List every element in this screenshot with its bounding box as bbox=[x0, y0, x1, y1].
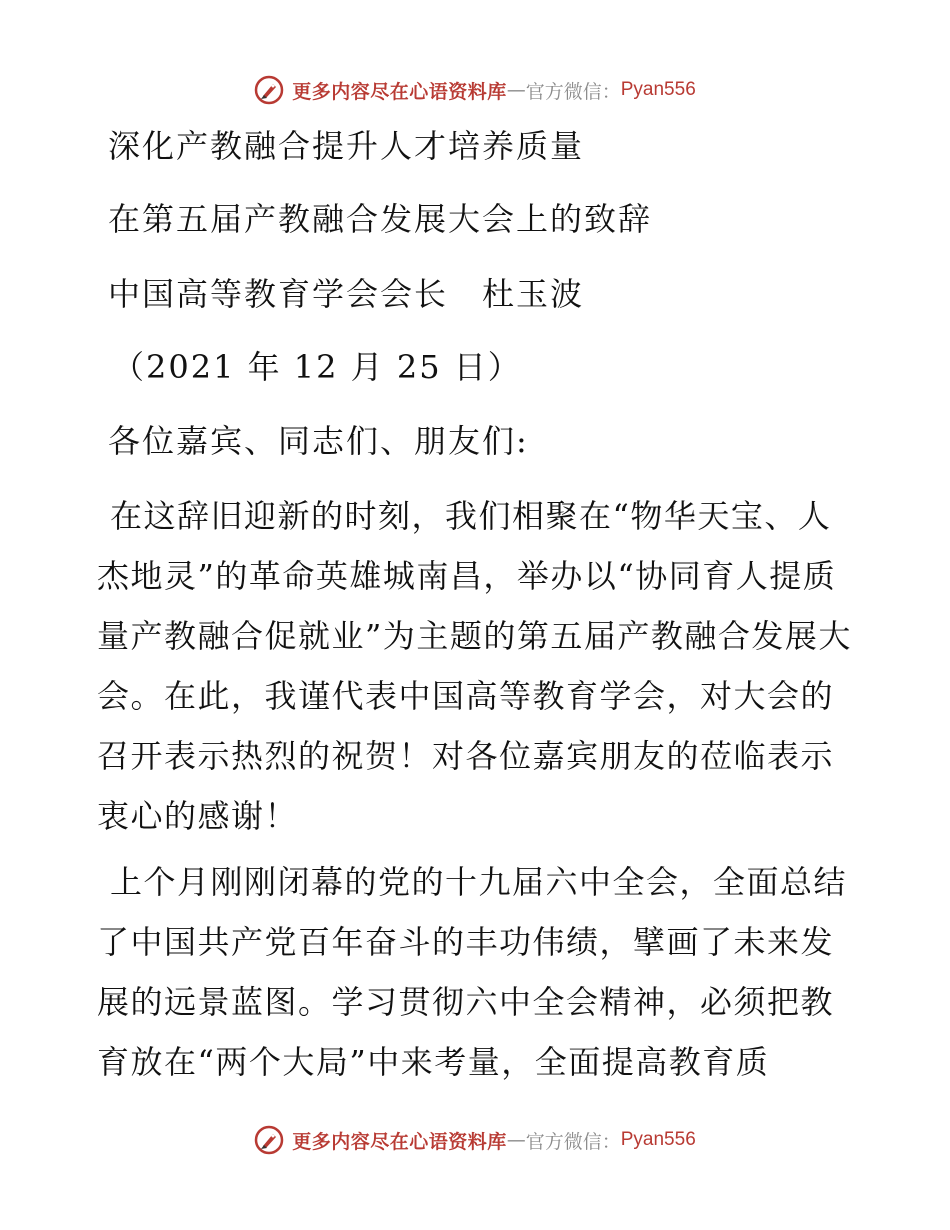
banner-dash: — bbox=[506, 79, 526, 101]
banner-text: 更多内容尽在心语资料库 bbox=[292, 1130, 507, 1153]
document-subtitle: 在第五届产教融合发展大会上的致辞 bbox=[108, 200, 653, 238]
footer-banner bbox=[0, 1120, 950, 1160]
banner-contact-id: Pyan556 bbox=[620, 79, 696, 100]
banner-contact-id: Pyan556 bbox=[620, 1129, 696, 1150]
banner-contact-label: 官方微信： bbox=[525, 80, 621, 103]
body-paragraph-1: 在这辞旧迎新的时刻，我们相聚在“物华天宝、人杰地灵”的革命英雄城南昌，举办以“协同育人提质量产教融合促就业”为主题的第五届产教融合发展大会。在此，我谨代表中国高等教育学会，对大会的召开表示热烈的祝贺！对各位嘉宾朋友的莅临表示衷心的感谢！ bbox=[97, 497, 852, 835]
body-paragraph-2: 上个月刚刚闭幕的党的十九届六中全会，全面总结了中国共产党百年奋斗的丰功伟绩，擘画了未来发展的远景蓝图。学习贯彻六中全会精神，必须把教育放在“两个大局”中来考量，全面提高教育质 bbox=[97, 863, 848, 1081]
banner-text: 更多内容尽在心语资料库 bbox=[292, 80, 507, 103]
banner-dash: — bbox=[506, 1129, 526, 1151]
document-date: （2021 年 12 月 25 日） bbox=[112, 348, 522, 386]
header-banner bbox=[0, 70, 950, 110]
salutation: 各位嘉宾、同志们、朋友们: bbox=[108, 422, 529, 460]
banner-contact-label: 官方微信： bbox=[525, 1130, 621, 1153]
document-author: 中国高等教育学会会长 杜玉波 bbox=[108, 275, 585, 313]
document-title: 深化产教融合提升人才培养质量 bbox=[108, 127, 585, 165]
pen-nib-logo-icon bbox=[254, 75, 284, 105]
pen-nib-logo-icon bbox=[254, 1125, 284, 1155]
